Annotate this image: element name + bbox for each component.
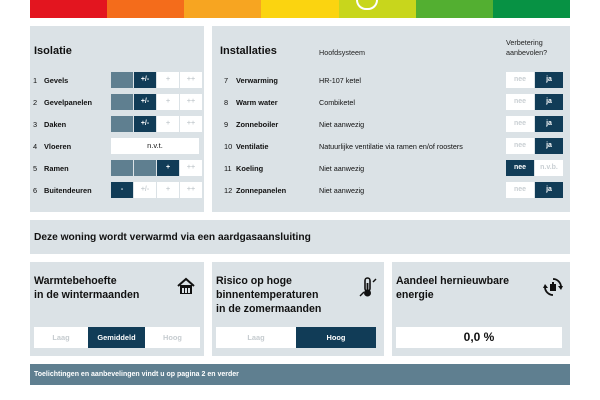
ja-button-selected[interactable]: ja [535, 138, 563, 154]
installatie-row-warm-water [212, 94, 570, 110]
warmtebehoefte-card [30, 262, 204, 356]
title-line: Warmtebehoefte [34, 275, 117, 287]
column-header-aanbevolen: aanbevolen? [506, 48, 548, 57]
rating-option[interactable] [111, 94, 133, 110]
row-label: Zonneboiler [236, 120, 279, 129]
installaties-title: Installaties [220, 45, 277, 57]
nee-button[interactable]: nee [506, 182, 534, 198]
renewable-energy-icon [542, 276, 564, 298]
ja-button-selected[interactable]: ja [535, 182, 563, 198]
rating-option[interactable]: + [157, 116, 179, 132]
house-heating-icon [176, 276, 196, 296]
row-number: 7 [224, 76, 229, 85]
scale-option-laag[interactable]: Laag [216, 327, 296, 348]
scale-option-gemiddeld-selected[interactable]: Gemiddeld [88, 327, 145, 348]
rating-option-selected[interactable]: +/- [134, 116, 156, 132]
row-description: Niet aanwezig [319, 164, 365, 173]
nee-button[interactable]: nee [506, 138, 534, 154]
installatie-row-zonnepanelen [212, 182, 570, 198]
scale-option-hoog[interactable]: Hoog [145, 327, 200, 348]
not-applicable-value: n.v.t. [111, 138, 199, 154]
ja-button-selected[interactable]: ja [535, 116, 563, 132]
row-label: Ramen [44, 164, 69, 173]
row-number: 8 [224, 98, 229, 107]
renewable-percentage-value: 0,0 % [396, 327, 562, 348]
isolatie-row-ramen [30, 160, 204, 176]
rating-option[interactable]: +/- [134, 182, 156, 198]
row-label: Warm water [236, 98, 278, 107]
row-description: Natuurlijke ventilatie via ramen en/of roosters [319, 142, 463, 151]
rating-option[interactable] [134, 160, 156, 176]
scale-option-hoog-selected[interactable]: Hoog [296, 327, 376, 348]
row-label: Zonnepanelen [236, 186, 287, 195]
row-description: HR-107 ketel [319, 76, 361, 85]
rating-option-selected[interactable]: - [111, 182, 133, 198]
rating-option[interactable]: + [157, 182, 179, 198]
title-line: binnentemperaturen [216, 289, 319, 301]
row-number: 5 [33, 164, 38, 173]
row-label: Koeling [236, 164, 264, 173]
energy-segment-3 [184, 0, 261, 18]
rating-option[interactable]: ++ [180, 160, 202, 176]
nee-button[interactable]: nee [506, 116, 534, 132]
rating-option[interactable] [111, 116, 133, 132]
installatie-row-koeling [212, 160, 570, 176]
isolatie-title: Isolatie [34, 45, 72, 57]
row-number: 11 [224, 164, 232, 173]
isolatie-row-gevelpanelen [30, 94, 204, 110]
row-label: Ventilatie [236, 142, 269, 151]
energy-segment-1 [30, 0, 107, 18]
title-line: Risico op hoge [216, 275, 292, 287]
row-label: Gevelpanelen [44, 98, 93, 107]
row-number: 9 [224, 120, 229, 129]
title-line: in de wintermaanden [34, 289, 140, 301]
isolatie-panel [30, 26, 204, 212]
row-description: Niet aanwezig [319, 186, 365, 195]
rating-option[interactable]: + [157, 94, 179, 110]
column-header-hoofdsysteem: Hoofdsysteem [319, 48, 365, 57]
energy-segment-7 [493, 0, 570, 18]
column-header-verbetering: Verbetering [506, 38, 543, 47]
energy-segment-4 [261, 0, 338, 18]
row-number: 3 [33, 120, 38, 129]
warmtebehoefte-title [34, 274, 139, 302]
heating-banner-text: Deze woning wordt verwarmd via een aardgasaansluiting [34, 232, 311, 243]
aandeel-title [396, 274, 509, 302]
ja-button-selected[interactable]: ja [535, 72, 563, 88]
risico-title [216, 274, 321, 316]
rating-option[interactable]: ++ [180, 72, 202, 88]
risico-card [212, 262, 384, 356]
rating-option[interactable] [111, 160, 133, 176]
row-number: 4 [33, 142, 38, 151]
title-line: in de zomermaanden [216, 303, 322, 315]
row-number: 12 [224, 186, 233, 195]
rating-option[interactable]: + [157, 72, 179, 88]
energy-segment-2 [107, 0, 184, 18]
footer-bar [30, 364, 570, 385]
row-label: Buitendeuren [44, 186, 92, 195]
row-label: Daken [44, 120, 67, 129]
rating-option[interactable]: ++ [180, 182, 202, 198]
row-number: 2 [33, 98, 38, 107]
row-number: 10 [224, 142, 233, 151]
isolatie-row-buitendeuren [30, 182, 204, 198]
energy-segment-6 [416, 0, 493, 18]
row-description: Niet aanwezig [319, 120, 365, 129]
installatie-row-zonneboiler [212, 116, 570, 132]
nvb-button[interactable]: n.v.b. [535, 160, 563, 176]
row-description: Combiketel [319, 98, 355, 107]
warmtebehoefte-scale [34, 327, 200, 348]
nee-button[interactable]: nee [506, 72, 534, 88]
rating-option[interactable]: ++ [180, 94, 202, 110]
title-line: energie [396, 289, 434, 301]
installatie-row-verwarming [212, 72, 570, 88]
installatie-row-ventilatie [212, 138, 570, 154]
nee-button-selected[interactable]: nee [506, 160, 534, 176]
rating-option-selected[interactable]: +/- [134, 94, 156, 110]
thermometer-icon [358, 276, 378, 298]
row-label: Verwarming [236, 76, 278, 85]
isolatie-row-gevels [30, 72, 204, 88]
row-label: Gevels [44, 76, 69, 85]
row-label: Vloeren [44, 142, 72, 151]
nee-button[interactable]: nee [506, 94, 534, 110]
title-line: Aandeel hernieuwbare [396, 275, 510, 287]
rating-option-selected[interactable]: +/- [134, 72, 156, 88]
ja-button-selected[interactable]: ja [535, 94, 563, 110]
isolatie-row-vloeren [30, 138, 204, 154]
scale-option-laag[interactable]: Laag [34, 327, 88, 348]
installaties-panel [212, 26, 570, 212]
row-number: 1 [33, 76, 38, 85]
hernieuwbare-energie-card [392, 262, 570, 356]
heating-banner [30, 220, 570, 254]
isolatie-row-daken [30, 116, 204, 132]
energy-label-strip [30, 0, 570, 18]
row-number: 6 [33, 186, 38, 195]
risico-scale [216, 327, 376, 348]
rating-option[interactable]: ++ [180, 116, 202, 132]
footer-text: Toelichtingen en aanbevelingen vindt u op pagina 2 en verder [34, 371, 239, 378]
rating-option-selected[interactable]: + [157, 160, 179, 176]
rating-option[interactable] [111, 72, 133, 88]
